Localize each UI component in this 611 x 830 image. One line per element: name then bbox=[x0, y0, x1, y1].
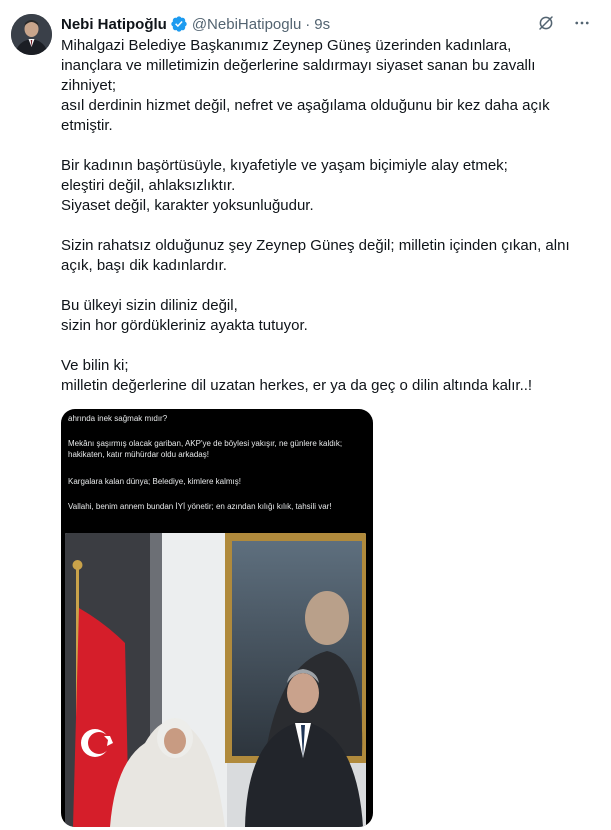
text-line: Bir kadının başörtüsüyle, kıyafetiyle ve yaşam biçimiyle alay etmek; bbox=[61, 157, 508, 174]
tweet-paragraph bbox=[61, 356, 591, 396]
text-line: Siyaset değil, karakter yoksunluğudur. bbox=[61, 197, 314, 214]
media-text-line: ahrında inek sağmak mıdır? bbox=[68, 414, 168, 423]
text-line: milletin değerlerine dil uzatan herkes, er ya da geç o dilin altında kalır..! bbox=[61, 377, 533, 394]
text-line: eleştiri değil, ahlaksızlıktır. bbox=[61, 177, 236, 194]
more-options-icon[interactable] bbox=[573, 14, 591, 32]
tweet-media[interactable] bbox=[61, 409, 373, 827]
text-line: zihniyet; bbox=[61, 77, 117, 94]
text-line: Bu ülkeyi sizin diliniz değil, bbox=[61, 297, 238, 314]
verified-badge-icon bbox=[170, 15, 188, 33]
media-text-line: Kargalara kalan dünya; Belediye, kimlere kalmış! bbox=[68, 477, 241, 486]
author-name[interactable]: Nebi Hatipoğlu bbox=[61, 15, 167, 33]
avatar[interactable] bbox=[11, 14, 52, 55]
tweet-paragraph bbox=[61, 156, 591, 216]
media-photo bbox=[65, 533, 366, 827]
text-line: inançlara ve milletimizin değerlerine saldırmayı siyaset sanan bu zavallı bbox=[61, 57, 536, 74]
tweet-paragraph bbox=[61, 236, 591, 276]
media-text-line: Mekânı şaşırmış olacak gariban, AKP'ye de böylesi yakışır, ne günlere kaldık; hakikaten, katır mühürdar oldu arkadaş! bbox=[68, 439, 343, 459]
tweet-text bbox=[61, 36, 591, 416]
tweet-time[interactable]: 9s bbox=[314, 15, 331, 33]
text-line: Mihalgazi Belediye Başkanımız Zeynep Güneş üzerinden kadınlara, bbox=[61, 37, 512, 54]
text-line: Sizin rahatsız olduğunuz şey Zeynep Güneş değil; milletin içinden çıkan, alnı bbox=[61, 237, 570, 254]
text-line: Ve bilin ki; bbox=[61, 357, 129, 374]
separator-dot: · bbox=[305, 15, 311, 33]
media-text-line: Vallahi, benim annem bundan İYİ yönetir; en azından kılığı kılık, tahsili var! bbox=[68, 502, 332, 511]
tweet-paragraph bbox=[61, 36, 591, 136]
grok-icon[interactable] bbox=[537, 14, 555, 32]
avatar-image bbox=[11, 14, 52, 55]
tweet-paragraph bbox=[61, 296, 591, 336]
text-line: asıl derdinin hizmet değil, nefret ve aşağılama olduğunu bir kez daha açık bbox=[61, 97, 550, 114]
author-handle[interactable]: @NebiHatipoglu bbox=[191, 15, 302, 33]
header-actions bbox=[537, 14, 591, 32]
text-line: etmiştir. bbox=[61, 117, 113, 134]
text-line: sizin hor gördükleriniz ayakta tutuyor. bbox=[61, 317, 308, 334]
photo-scene bbox=[65, 533, 366, 827]
text-line: açık, başı dik kadınlardır. bbox=[61, 257, 227, 274]
tweet-header bbox=[61, 13, 330, 35]
